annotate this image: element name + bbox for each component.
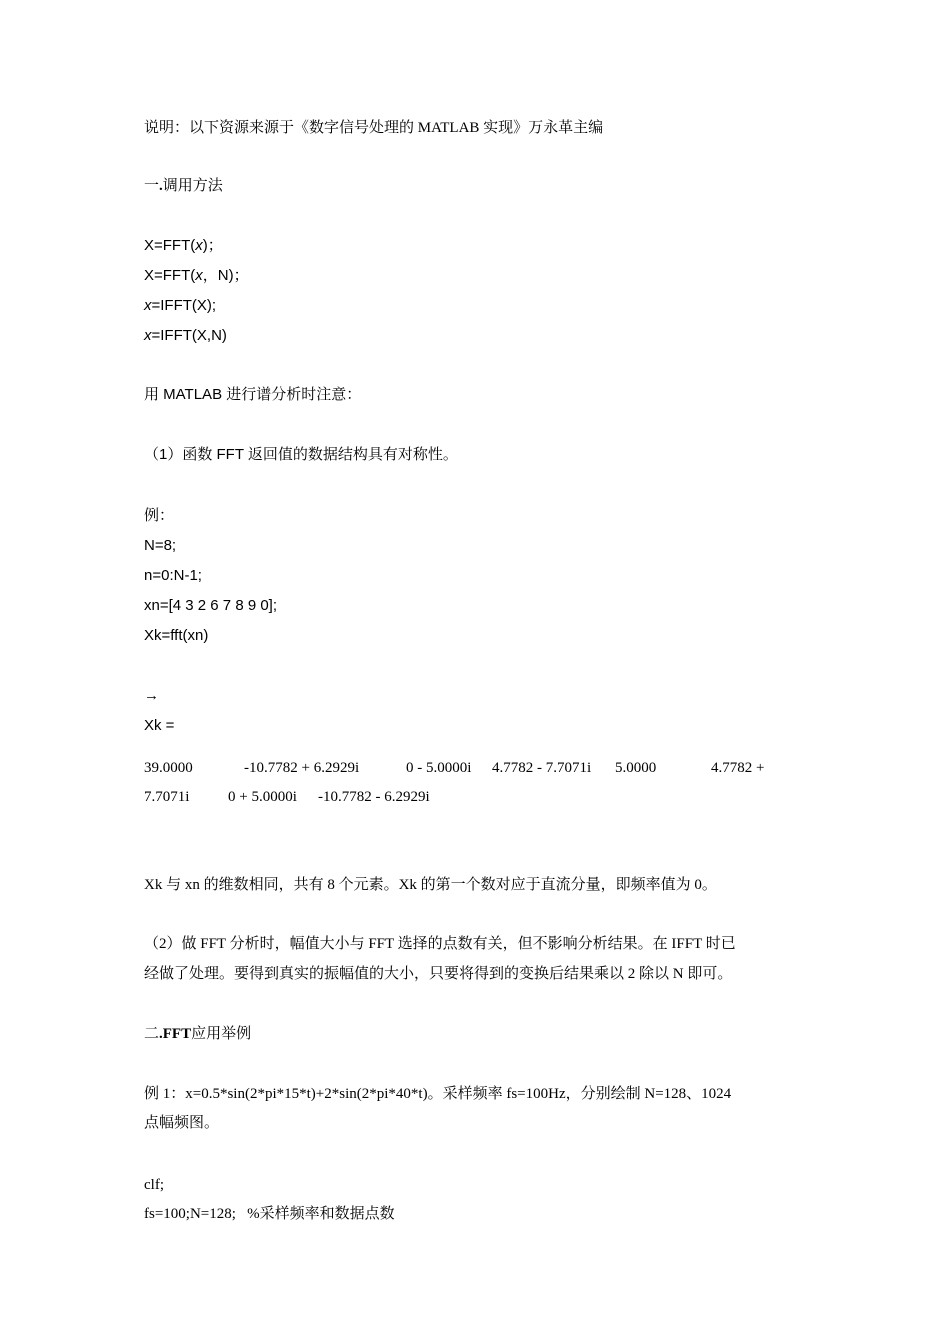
point-1: （1）函数 FFT 返回值的数据结构具有对称性。: [144, 446, 458, 463]
call-4-var: x: [144, 327, 152, 344]
call-line-1: [144, 236, 223, 256]
section2-bold-text: FFT: [162, 1026, 192, 1042]
result-value: 0 - 5.0000i: [406, 760, 472, 776]
example1-line-1: 例 1：x=0.5*sin(2*pi*15*t)+2*sin(2*pi*40*t)。采样频率 fs=100Hz，分别绘制 N=128、1024: [144, 1086, 732, 1102]
call-2-b: ，N)；: [202, 267, 249, 284]
note-heading: 用 MATLAB 进行谱分析时注意：: [144, 386, 362, 403]
call-4-b: =IFFT(X,N): [151, 327, 227, 344]
result-value: -10.7782 - 6.2929i: [318, 789, 430, 805]
section2-prefix: 二: [144, 1026, 160, 1042]
section2-title: 应用举例: [191, 1026, 252, 1042]
arrow-symbol: →: [144, 687, 159, 704]
section1-prefix: 一: [144, 178, 160, 194]
result-value: 0 + 5.0000i: [228, 789, 297, 805]
example-code-line: Xk=fft(xn): [144, 627, 209, 644]
example-code-line: xn=[4 3 2 6 7 8 9 0];: [144, 597, 278, 614]
section1-title: 调用方法: [162, 178, 223, 194]
call-line-4: [144, 326, 227, 346]
section1-heading: [144, 176, 223, 196]
result-value: 4.7782 +: [711, 760, 765, 776]
call-1-b: )；: [202, 237, 223, 254]
result-value: -10.7782 + 6.2929i: [244, 760, 360, 776]
call-2-var: x: [195, 267, 203, 284]
example-label: 例：: [144, 507, 175, 524]
section1-dot: .: [159, 178, 163, 194]
call-line-2: [144, 266, 249, 286]
call-1-a: X=FFT(: [144, 237, 196, 254]
section2-dot: .: [159, 1026, 163, 1042]
xk-note: Xk 与 xn 的维数相同，共有 8 个元素。Xk 的第一个数对应于直流分量，即频率值为 0。: [144, 877, 717, 893]
result-value: 5.0000: [615, 760, 657, 776]
call-line-3: [144, 296, 216, 316]
result-value: 4.7782 - 7.7071i: [492, 760, 592, 776]
result-value: 7.7071i: [144, 789, 190, 805]
call-3-b: =IFFT(X);: [151, 297, 217, 314]
code-line: fs=100;N=128; %采样频率和数据点数: [144, 1206, 395, 1222]
call-3-var: x: [144, 297, 152, 314]
point-2-line-1: （2）做 FFT 分析时，幅值大小与 FFT 选择的点数有关，但不影响分析结果。在 IFFT 时已: [144, 936, 736, 952]
call-1-var: x: [195, 237, 203, 254]
section2-heading: [144, 1024, 251, 1044]
code-line: clf;: [144, 1177, 164, 1193]
result-value: 39.0000: [144, 760, 193, 776]
call-2-a: X=FFT(: [144, 267, 196, 284]
point-2-line-2: 经做了处理。要得到真实的振幅值的大小，只要将得到的变换后结果乘以 2 除以 N 即可。: [144, 966, 733, 982]
example1-line-2: 点幅频图。: [144, 1115, 220, 1131]
result-label: Xk =: [144, 717, 175, 734]
example-code-line: n=0:N-1;: [144, 567, 202, 584]
example-code-line: N=8;: [144, 537, 177, 554]
intro-text: 说明：以下资源来源于《数字信号处理的 MATLAB 实现》万永革主编: [144, 120, 604, 136]
